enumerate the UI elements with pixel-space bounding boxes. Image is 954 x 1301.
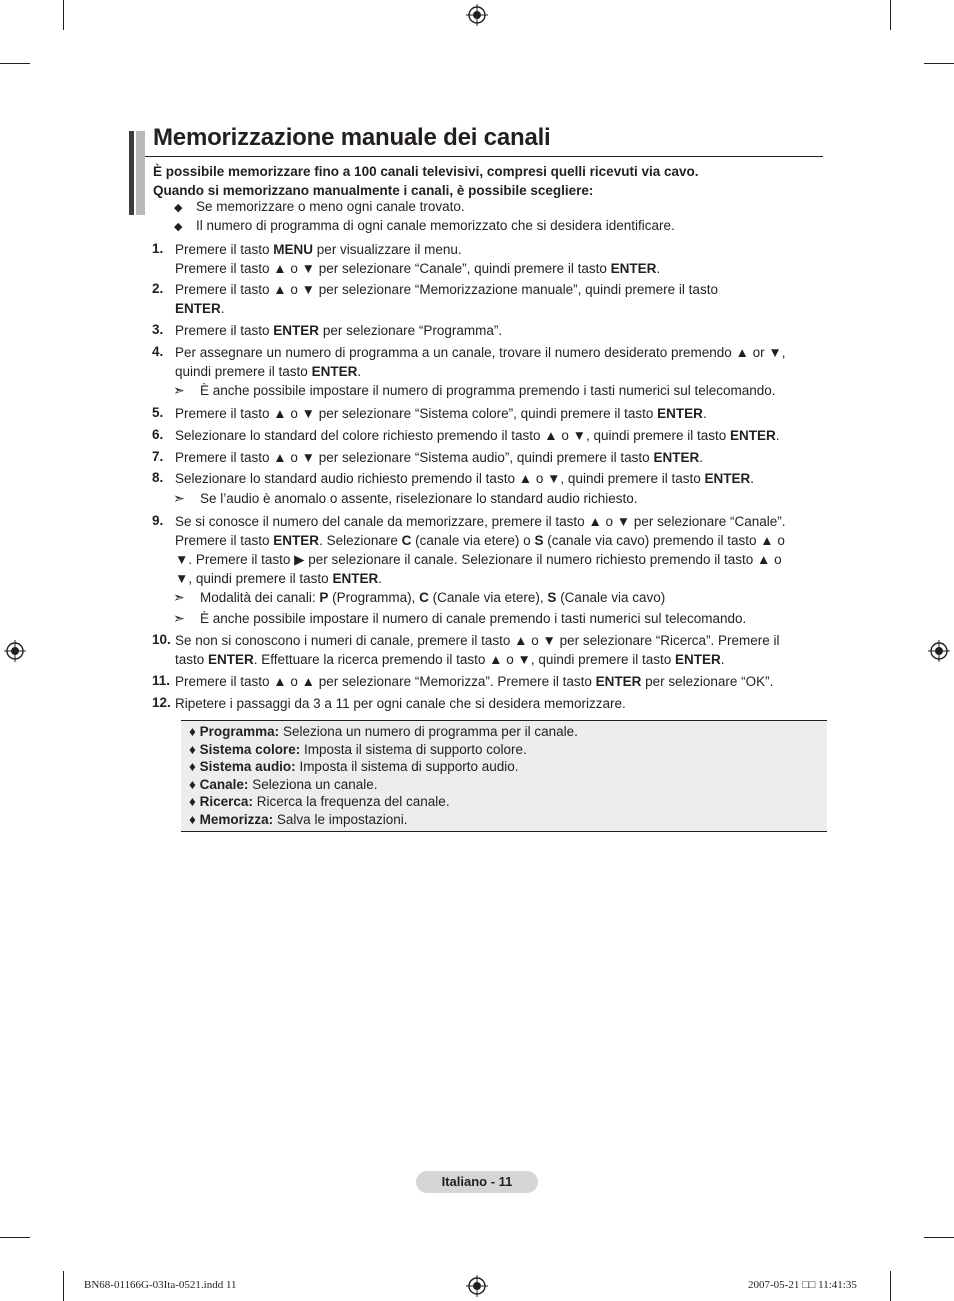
step-text: Se non si conoscono i numeri di canale, premere il tasto ▲ o ▼ per selezionare “Ricerca”. Premere il tasto ENTER. Effettuare la ricerca premendo il tasto ▲ o ▼, quindi premere il tasto ENTER.: [175, 633, 780, 667]
step-text: Per assegnare un numero di programma a un canale, trovare il numero desiderato premendo ▲ or ▼, quindi premere il tasto ENTER.: [175, 345, 786, 379]
step-number: 6.: [152, 427, 164, 442]
page-title: Memorizzazione manuale dei canali: [153, 124, 551, 151]
note-arrow-icon: ➣: [173, 589, 185, 605]
step-text: Premere il tasto ENTER per selezionare “Programma”.: [175, 323, 503, 338]
step-text: Premere il tasto MENU per visualizzare il menu. Premere il tasto ▲ o ▼ per selezionare “Canale”, quindi premere il tasto ENTER.: [175, 242, 661, 276]
step-text: Se si conosce il numero del canale da memorizzare, premere il tasto ▲ o ▼ per selezionare “Canale”. Premere il tasto ENTER. Selezionare C (canale via etere) o S (canale via cavo) premendo il tasto ▲ o ▼. Premere il tasto ▶ per selezionare il canale. Selezionare il numero richiesto premendo il tasto ▲ o ▼, quindi premere il tasto ENTER.: [175, 514, 786, 586]
crop-mark: [890, 1271, 891, 1301]
step-number: 12.: [152, 695, 171, 710]
note-arrow-icon: ➣: [173, 382, 185, 398]
registration-mark-icon: [466, 4, 488, 26]
step-number: 7.: [152, 449, 164, 464]
registration-mark-icon: [466, 1275, 488, 1297]
bullet-icon: ♦: [189, 812, 196, 827]
summary-item: ♦ Ricerca: Ricerca la frequenza del canale.: [189, 794, 450, 809]
step-number: 4.: [152, 344, 164, 359]
bullet-icon: ♦: [189, 794, 196, 809]
note-arrow-icon: ➣: [173, 490, 185, 506]
step-number: 5.: [152, 405, 164, 420]
crop-mark: [63, 1271, 64, 1301]
step-number: 10.: [152, 632, 171, 647]
bullet-icon: ♦: [189, 742, 196, 757]
step-text: Premere il tasto ▲ o ▼ per selezionare “Sistema colore”, quindi premere il tasto ENTER.: [175, 406, 707, 421]
crop-mark: [890, 0, 891, 30]
registration-mark-icon: [4, 640, 26, 662]
note: ➣ È anche possibile impostare il numero di programma premendo i tasti numerici sul telecomando.: [173, 382, 776, 398]
step-text: Premere il tasto ▲ o ▼ per selezionare “Memorizzazione manuale”, quindi premere il tasto ENTER.: [175, 282, 718, 316]
crop-mark: [63, 0, 64, 30]
file-slug: BN68-01166G-03Ita-0521.indd 11: [84, 1279, 237, 1291]
crop-mark: [924, 63, 954, 64]
crop-mark: [0, 1237, 30, 1238]
diamond-icon: ◆: [174, 221, 183, 233]
step-text: Premere il tasto ▲ o ▲ per selezionare “Memorizza”. Premere il tasto ENTER per selezionare “OK”.: [175, 674, 774, 689]
note: ➣ Modalità dei canali: P (Programma), C (Canale via etere), S (Canale via cavo): [173, 589, 666, 605]
note-arrow-icon: ➣: [173, 610, 185, 626]
note: ➣ Se l’audio è anomalo o assente, riselezionare lo standard audio richiesto.: [173, 490, 638, 506]
crop-mark: [0, 63, 30, 64]
crop-mark: [924, 1237, 954, 1238]
diamond-icon: ◆: [174, 202, 183, 214]
date-slug: 2007-05-21 □□ 11:41:35: [748, 1279, 857, 1291]
title-accent-bar: [129, 131, 134, 215]
step-number: 2.: [152, 281, 164, 296]
intro-line: Quando si memorizzano manualmente i canali, è possibile scegliere:: [153, 183, 594, 198]
registration-mark-icon: [928, 640, 950, 662]
bullet-icon: ♦: [189, 759, 196, 774]
summary-box: [181, 720, 827, 832]
summary-item: ♦ Memorizza: Salva le impostazioni.: [189, 812, 408, 827]
intro-bullet: ◆ Se memorizzare o meno ogni canale trovato.: [174, 199, 465, 214]
summary-item: ♦ Sistema colore: Imposta il sistema di supporto colore.: [189, 742, 527, 757]
step-number: 3.: [152, 322, 164, 337]
step-text: Premere il tasto ▲ o ▼ per selezionare “Sistema audio”, quindi premere il tasto ENTER.: [175, 450, 703, 465]
summary-item: ♦ Sistema audio: Imposta il sistema di supporto audio.: [189, 759, 519, 774]
summary-item: ♦ Programma: Seleziona un numero di programma per il canale.: [189, 724, 578, 739]
intro-bullet: ◆ Il numero di programma di ogni canale memorizzato che si desidera identificare.: [174, 218, 675, 233]
title-rule: [145, 156, 823, 157]
bullet-icon: ♦: [189, 777, 196, 792]
intro-line: È possibile memorizzare fino a 100 canali televisivi, compresi quelli ricevuti via cavo.: [153, 164, 699, 179]
summary-item: ♦ Canale: Seleziona un canale.: [189, 777, 378, 792]
step-number: 9.: [152, 513, 164, 528]
intro-text: [153, 162, 698, 200]
page-number-badge: Italiano - 11: [416, 1171, 538, 1193]
title-accent-bar: [136, 131, 145, 215]
step-text: Selezionare lo standard del colore richiesto premendo il tasto ▲ o ▼, quindi premere il tasto ENTER.: [175, 428, 780, 443]
step-text: Selezionare lo standard audio richiesto premendo il tasto ▲ o ▼, quindi premere il tasto ENTER.: [175, 471, 755, 486]
step-number: 1.: [152, 241, 164, 256]
bullet-icon: ♦: [189, 724, 196, 739]
step-number: 8.: [152, 470, 164, 485]
step-text: Ripetere i passaggi da 3 a 11 per ogni canale che si desidera memorizzare.: [175, 696, 626, 711]
note: ➣ È anche possibile impostare il numero di canale premendo i tasti numerici sul telecomando.: [173, 610, 747, 626]
step-number: 11.: [152, 673, 171, 688]
